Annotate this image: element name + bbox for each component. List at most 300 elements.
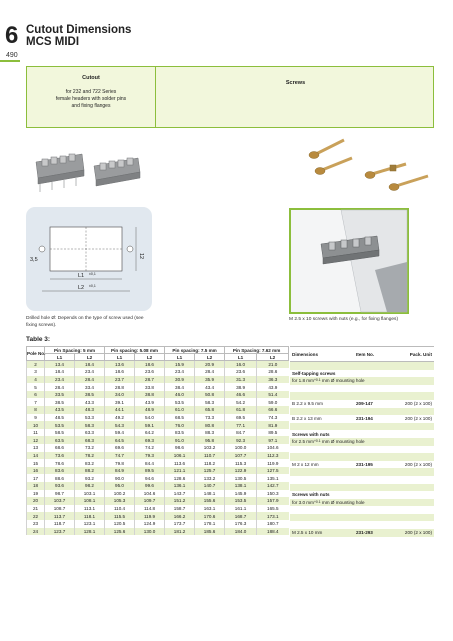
screw-pack-unit: 200 (2 x 100) <box>404 416 432 422</box>
table-title: Table 3: <box>26 336 51 343</box>
title-line-2: MCS MIDI <box>26 36 80 48</box>
table-row <box>27 467 289 475</box>
dimension-cell: 112.3 <box>257 452 289 460</box>
table-row <box>27 459 289 467</box>
dimension-cell: 176.3 <box>225 520 257 528</box>
dimensions-table-body <box>27 361 289 536</box>
col-header-762mm: Pin Spacing: 7.62 mm <box>225 347 289 354</box>
table-row <box>27 436 289 444</box>
dimension-cell: 28.4 <box>45 383 75 391</box>
dimension-cell: 122.9 <box>225 467 257 475</box>
table-row <box>27 361 289 369</box>
dimension-cell: 23.4 <box>75 368 105 376</box>
dimension-cell: 118.7 <box>45 520 75 528</box>
pole-cell: 24 <box>27 528 45 536</box>
dimension-cell: 118.2 <box>195 459 225 467</box>
dimension-cell: 95.0 <box>105 482 135 490</box>
screw-item-no: 209-147 <box>356 401 373 407</box>
table-row <box>27 512 289 520</box>
chapter-bar <box>0 60 20 62</box>
screw-dimension <box>290 439 365 445</box>
screw-pack-unit: 200 (2 x 100) <box>404 462 432 468</box>
dimension-cell: 64.5 <box>105 436 135 444</box>
pole-cell: 14 <box>27 452 45 460</box>
screw-dimension: M 2 x 12 mm <box>292 462 319 468</box>
screw-item-no: 231-194 <box>356 416 373 422</box>
screws-row <box>290 499 434 507</box>
dimension-cell: 161.1 <box>225 505 257 513</box>
mounting-hole-left <box>39 246 45 252</box>
dimension-cell: 123.1 <box>75 520 105 528</box>
screws-row <box>290 415 434 423</box>
connector-right <box>94 158 140 186</box>
dimension-cell: 43.4 <box>195 383 225 391</box>
dimension-cell: 48.3 <box>75 406 105 414</box>
pole-cell: 23 <box>27 520 45 528</box>
dimension-cell: 69.5 <box>225 414 257 422</box>
dimension-cell: 43.9 <box>135 398 165 406</box>
screw-1 <box>309 140 344 159</box>
dimension-cell: 48.5 <box>45 414 75 422</box>
dimension-cell: 97.1 <box>257 436 289 444</box>
dimension-cell: 184.0 <box>225 528 257 536</box>
screws-table <box>290 346 434 544</box>
mounting-illustration <box>291 210 407 312</box>
cutout-desc-line: female headers with solder pins <box>55 96 127 102</box>
page-title <box>26 24 131 48</box>
screws-row <box>290 362 434 370</box>
dimension-cell: 68.6 <box>45 444 75 452</box>
dimension-cell: 165.5 <box>257 505 289 513</box>
dimension-cell: 46.6 <box>225 391 257 399</box>
dimension-cell: 83.2 <box>75 459 105 467</box>
dimension-cell: 163.1 <box>195 505 225 513</box>
hole-tolerance: +0.1 <box>313 439 321 444</box>
dimension-cell: 43.9 <box>257 383 289 391</box>
hole-label: 3,5 <box>30 257 38 263</box>
dimension-cell: 59.0 <box>257 398 289 406</box>
pole-cell: 13 <box>27 444 45 452</box>
dimension-cell: 188.4 <box>257 528 289 536</box>
screws-row <box>290 514 434 522</box>
table-row <box>27 452 289 460</box>
l1-tolerance: ±0,1 <box>89 272 96 276</box>
dimension-cell: 109.7 <box>135 497 165 505</box>
dimension-cell: 158.7 <box>165 505 195 513</box>
screw-3 <box>365 164 406 179</box>
dimension-cell: 21.0 <box>257 361 289 369</box>
dimension-cell: 125.7 <box>195 467 225 475</box>
dimension-cell: 180.7 <box>257 520 289 528</box>
dimension-cell: 84.4 <box>135 459 165 467</box>
dimension-cell: 68.5 <box>165 414 195 422</box>
pole-cell: 3 <box>27 368 45 376</box>
dimension-cell: 89.5 <box>135 467 165 475</box>
dimension-cell: 151.2 <box>165 497 195 505</box>
dimension-cell: 98.7 <box>45 490 75 498</box>
screw-dimension: Self-tapping screws <box>292 370 336 376</box>
screws-row <box>290 423 434 431</box>
dimension-cell: 95.8 <box>195 436 225 444</box>
screws-table-header <box>290 346 434 362</box>
sub-header: L2 <box>195 354 225 361</box>
dimension-cell: 53.5 <box>165 398 195 406</box>
dimension-cell: 23.4 <box>45 376 75 384</box>
dimension-cell: 23.6 <box>135 368 165 376</box>
sub-header: L1 <box>225 354 257 361</box>
dimension-cell: 153.5 <box>225 497 257 505</box>
dimension-cell: 38.8 <box>135 391 165 399</box>
screws-row <box>290 408 434 416</box>
table-row <box>27 528 289 536</box>
dimension-cell: 110.7 <box>195 452 225 460</box>
dimension-cell: 66.6 <box>257 406 289 414</box>
screw-item-no: 231-195 <box>356 462 373 468</box>
dimension-cell: 127.5 <box>257 467 289 475</box>
screws-row <box>290 468 434 476</box>
dimension-cell: 23.6 <box>225 368 257 376</box>
screws-row <box>290 430 434 438</box>
section-header <box>26 66 434 128</box>
dimension-cell: 81.9 <box>257 421 289 429</box>
table-row <box>27 505 289 513</box>
dimension-cell: 100.2 <box>105 490 135 498</box>
mounting-caption: M 2.5 x 10 screws with nuts (e.g., for fixing flanges) <box>289 317 399 322</box>
dimension-cell: 31.3 <box>225 376 257 384</box>
dimension-cell: 23.7 <box>105 376 135 384</box>
dimension-cell: 185.6 <box>195 528 225 536</box>
dimension-cell: 28.7 <box>135 376 165 384</box>
screws-row <box>290 461 434 469</box>
dimension-cell: 18.6 <box>105 368 135 376</box>
dimension-cell: 104.6 <box>135 490 165 498</box>
col-header-pole: Pole No. <box>27 347 45 361</box>
pole-cell: 7 <box>27 398 45 406</box>
dimension-cell: 113.7 <box>45 512 75 520</box>
dimension-cell: 33.4 <box>75 383 105 391</box>
dimension-cell: 43.3 <box>75 398 105 406</box>
hole-size: for 1.8 mm <box>292 378 314 384</box>
dimension-cell: 51.4 <box>257 391 289 399</box>
pole-cell: 6 <box>27 391 45 399</box>
dimension-cell: 103.1 <box>75 490 105 498</box>
table-row <box>27 368 289 376</box>
hole-suffix: mm Ø mounting hole <box>320 499 365 505</box>
dimension-cell: 30.9 <box>165 376 195 384</box>
chapter-number: 6 <box>5 22 19 49</box>
dimension-cell: 121.1 <box>165 467 195 475</box>
title-line-1: Cutout Dimensions <box>26 24 132 36</box>
table-row <box>27 414 289 422</box>
screws-row <box>290 476 434 484</box>
screws-row <box>290 484 434 492</box>
dimension-cell: 69.3 <box>135 436 165 444</box>
dimension-cell: 173.7 <box>165 520 195 528</box>
dimension-cell: 120.5 <box>105 520 135 528</box>
dimension-cell: 28.4 <box>75 376 105 384</box>
dimension-cell: 23.4 <box>165 368 195 376</box>
cutout-desc-line: for 232 and 722 Series <box>65 89 117 95</box>
dimension-cell: 74.3 <box>257 414 289 422</box>
screws-table-body <box>290 362 434 544</box>
dimension-cell: 83.6 <box>45 467 75 475</box>
drawing-caption <box>26 316 166 329</box>
dimension-cell: 155.6 <box>195 497 225 505</box>
pole-cell: 17 <box>27 474 45 482</box>
cutout-drawing <box>26 207 152 311</box>
screw-dimension: Screws with nuts <box>292 431 330 437</box>
dimension-cell: 50.8 <box>195 391 225 399</box>
dimension-cell: 63.5 <box>45 436 75 444</box>
dimension-cell: 53.5 <box>45 421 75 429</box>
dimension-cell: 128.6 <box>165 474 195 482</box>
table-row <box>27 376 289 384</box>
dimension-cell: 63.3 <box>75 429 105 437</box>
dimension-cell: 18.4 <box>45 368 75 376</box>
pole-cell: 2 <box>27 361 45 369</box>
screws-col-item: Item No. <box>356 351 375 357</box>
dimension-cell: 73.2 <box>75 444 105 452</box>
dimension-cell: 135.1 <box>257 474 289 482</box>
dimension-cell: 38.9 <box>225 383 257 391</box>
dimension-cell: 130.5 <box>225 474 257 482</box>
table-row <box>27 383 289 391</box>
dimension-cell: 170.6 <box>195 512 225 520</box>
table-row <box>27 429 289 437</box>
dimension-cell: 43.5 <box>45 406 75 414</box>
dimension-cell: 157.9 <box>257 497 289 505</box>
dimension-cell: 98.2 <box>75 482 105 490</box>
dimension-cell: 33.5 <box>45 391 75 399</box>
screws-col-dimensions: Dimensions <box>292 351 319 357</box>
dimension-cell: 58.3 <box>75 421 105 429</box>
header-divider <box>155 67 156 127</box>
dimension-cell: 103.7 <box>45 497 75 505</box>
dimension-cell: 54.3 <box>105 421 135 429</box>
dimension-cell: 93.6 <box>45 482 75 490</box>
table-row <box>27 391 289 399</box>
dimension-cell: 61.0 <box>165 406 195 414</box>
dimensions-table <box>26 346 289 535</box>
dimension-cell: 18.4 <box>75 361 105 369</box>
dimension-cell: 44.1 <box>105 406 135 414</box>
screws-photo <box>286 136 438 194</box>
dimension-cell: 78.6 <box>45 459 75 467</box>
dimension-cell: 38.4 <box>165 383 195 391</box>
pole-cell: 5 <box>27 383 45 391</box>
l2-label: L2 <box>78 285 85 291</box>
hole-size: for 2.5 mm <box>292 439 314 445</box>
dimension-cell: 64.2 <box>135 429 165 437</box>
pole-cell: 20 <box>27 497 45 505</box>
dimension-cell: 108.7 <box>45 505 75 513</box>
dimension-cell: 68.3 <box>75 436 105 444</box>
screws-heading: Screws <box>285 80 306 86</box>
screws-row <box>290 377 434 385</box>
dimension-cell: 28.6 <box>257 368 289 376</box>
hole-size: for 3.0 mm <box>292 499 314 505</box>
screw-pack-unit: 200 (2 x 100) <box>404 401 432 407</box>
dimension-cell: 166.2 <box>165 512 195 520</box>
screws-row <box>290 370 434 378</box>
dimension-cell: 138.1 <box>225 482 257 490</box>
dimension-cell: 115.5 <box>105 512 135 520</box>
connector-left <box>36 154 84 192</box>
table-row <box>27 406 289 414</box>
screw-2 <box>315 158 352 175</box>
dimension-cell: 59.4 <box>105 429 135 437</box>
table-row <box>27 421 289 429</box>
table-row <box>27 497 289 505</box>
dimension-cell: 105.3 <box>105 497 135 505</box>
dimension-cell: 65.8 <box>195 406 225 414</box>
screw-dimension: B 2.2 x 9.5 mm <box>292 401 323 407</box>
dimension-cell: 114.8 <box>135 505 165 513</box>
dimension-cell: 13.6 <box>105 361 135 369</box>
dimension-cell: 140.7 <box>195 482 225 490</box>
dimension-cell: 124.9 <box>135 520 165 528</box>
dimension-cell: 79.8 <box>105 459 135 467</box>
dimension-cell: 53.3 <box>75 414 105 422</box>
dimension-cell: 119.9 <box>135 512 165 520</box>
sub-header: L2 <box>135 354 165 361</box>
dimension-cell: 133.2 <box>195 474 225 482</box>
pole-cell: 19 <box>27 490 45 498</box>
dimension-cell: 80.8 <box>195 421 225 429</box>
dimension-cell: 78.2 <box>75 452 105 460</box>
cutout-description <box>27 89 155 110</box>
screw-dimension <box>290 499 365 505</box>
dimension-cell: 38.5 <box>45 398 75 406</box>
dimension-cell: 92.3 <box>225 436 257 444</box>
page-number: 490 <box>6 52 18 59</box>
dimension-cell: 74.7 <box>105 452 135 460</box>
dimension-cell: 173.1 <box>257 512 289 520</box>
cutout-desc-line: and fixing flanges <box>71 103 111 109</box>
table-row <box>27 398 289 406</box>
screw-pack-unit: 200 (2 x 100) <box>404 530 432 536</box>
screws-row <box>290 400 434 408</box>
dimension-cell: 46.0 <box>165 391 195 399</box>
dimension-cell: 94.6 <box>135 474 165 482</box>
hole-suffix: mm Ø mounting hole <box>320 439 365 445</box>
col-header-508mm: Pin spacing: 5.08 mm <box>105 347 165 354</box>
dimension-cell: 74.2 <box>135 444 165 452</box>
table-row <box>27 444 289 452</box>
screw-4 <box>389 176 428 191</box>
dimension-cell: 54.2 <box>225 398 257 406</box>
mounting-hole-right <box>127 246 133 252</box>
dimension-cell: 142.7 <box>257 482 289 490</box>
height-label: 12 <box>138 253 144 260</box>
l2-tolerance: ±0,1 <box>89 284 96 288</box>
dimension-cell: 108.1 <box>75 497 105 505</box>
dimension-cell: 143.7 <box>165 490 195 498</box>
pole-cell: 15 <box>27 459 45 467</box>
table-row <box>27 490 289 498</box>
dimension-cell: 168.7 <box>225 512 257 520</box>
dimension-cell: 93.2 <box>75 474 105 482</box>
screw-dimension: Screws with nuts <box>292 492 330 498</box>
dimension-cell: 128.1 <box>75 528 105 536</box>
mounting-photo <box>289 208 409 314</box>
dimension-cell: 148.1 <box>195 490 225 498</box>
sub-header: L1 <box>105 354 135 361</box>
l1-label: L1 <box>78 273 85 279</box>
pole-cell: 16 <box>27 467 45 475</box>
cutout-heading: Cutout <box>82 75 100 81</box>
dimension-cell: 104.6 <box>257 444 289 452</box>
dimension-cell: 54.0 <box>135 414 165 422</box>
screws-row <box>290 506 434 514</box>
dimension-cell: 33.8 <box>135 383 165 391</box>
dimension-cell: 58.5 <box>45 429 75 437</box>
dimension-cell: 88.3 <box>195 429 225 437</box>
pole-cell: 12 <box>27 436 45 444</box>
connector-photo <box>32 146 144 198</box>
screws-row <box>290 438 434 446</box>
dimension-cell: 115.3 <box>225 459 257 467</box>
dimension-cell: 89.5 <box>257 429 289 437</box>
col-header-75mm: Pin spacing: 7.5 mm <box>165 347 225 354</box>
dimension-cell: 84.7 <box>225 429 257 437</box>
table-row <box>27 482 289 490</box>
dimension-cell: 28.4 <box>195 368 225 376</box>
screw-dimension: M 2.5 x 10 mm <box>292 530 323 536</box>
dimension-cell: 178.1 <box>195 520 225 528</box>
dimension-cell: 119.9 <box>257 459 289 467</box>
caption-line: Drilled hole Ø: Depends on the type of screw used (see <box>26 316 144 321</box>
sub-header: L2 <box>257 354 289 361</box>
dimension-cell: 39.1 <box>105 398 135 406</box>
dimension-cell: 103.2 <box>195 444 225 452</box>
dimension-cell: 35.9 <box>195 376 225 384</box>
dimension-cell: 107.7 <box>225 452 257 460</box>
sub-header: L2 <box>75 354 105 361</box>
dimension-cell: 150.3 <box>257 490 289 498</box>
caption-line: fixing screws). <box>26 322 57 328</box>
hole-tolerance: +0.1 <box>313 499 321 504</box>
screws-row <box>290 521 434 529</box>
dimension-cell: 34.0 <box>105 391 135 399</box>
cutout-diagram <box>26 207 152 311</box>
dimension-cell: 61.8 <box>225 406 257 414</box>
screws-row <box>290 392 434 400</box>
dimension-cell: 100.0 <box>225 444 257 452</box>
screw-item-no: 231-293 <box>356 530 373 536</box>
dimension-cell: 118.1 <box>75 512 105 520</box>
dimension-cell: 99.6 <box>135 482 165 490</box>
dimension-cell: 145.9 <box>225 490 257 498</box>
pole-cell: 8 <box>27 406 45 414</box>
screws-col-pack: Pack. Unit <box>409 351 432 357</box>
dimension-cell: 130.0 <box>135 528 165 536</box>
dimension-cell: 88.2 <box>75 467 105 475</box>
pole-cell: 22 <box>27 512 45 520</box>
dimension-cell: 59.1 <box>135 421 165 429</box>
dimension-cell: 113.6 <box>165 459 195 467</box>
dimension-cell: 88.6 <box>45 474 75 482</box>
dimension-cell: 69.6 <box>105 444 135 452</box>
screws-row <box>290 491 434 499</box>
dimension-cell: 58.3 <box>195 398 225 406</box>
pole-cell: 21 <box>27 505 45 513</box>
dimension-cell: 90.0 <box>105 474 135 482</box>
dimension-cell: 49.2 <box>105 414 135 422</box>
pole-cell: 4 <box>27 376 45 384</box>
dimension-cell: 84.9 <box>105 467 135 475</box>
pole-cell: 10 <box>27 421 45 429</box>
